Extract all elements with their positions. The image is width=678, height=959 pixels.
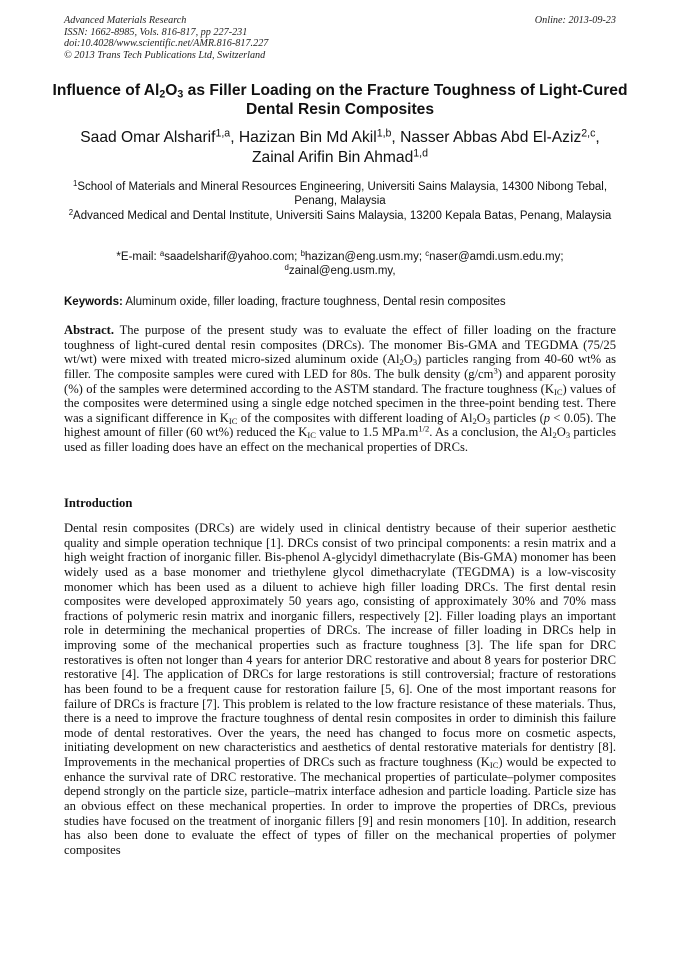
subscript: 2 (472, 415, 477, 426)
abstract (64, 323, 616, 455)
journal-copyright: © 2013 Trans Tech Publications Ltd, Switzerland (64, 49, 266, 61)
title-part: Influence of Al (52, 82, 160, 99)
abstract-text: O (476, 410, 486, 425)
author-affiliation-mark: 1,b (376, 127, 392, 140)
journal-name: Advanced Materials Research (64, 15, 187, 26)
author-affiliation-mark: 1,a (215, 127, 231, 140)
abstract-text: ) and apparent porosity (%) of the samples were determined according to the ASTM standard. The fracture toughness (K (64, 366, 616, 396)
affiliations (60, 180, 620, 223)
journal-header (64, 15, 616, 61)
subscript: IC (307, 430, 316, 441)
subscript: 3 (485, 415, 491, 426)
keywords-label: Keywords: (64, 296, 123, 308)
email-mark: a (159, 249, 165, 259)
email-link[interactable]: hazizan@eng.usm.my; (304, 251, 426, 263)
email-list (60, 250, 620, 279)
affiliation-number: 2 (68, 207, 74, 217)
author-list (40, 128, 640, 168)
subscript: 2 (399, 357, 404, 368)
affiliation-text: Advanced Medical and Dental Institute, Universiti Sains Malaysia, 13200 Kepala Batas, Penang, Malaysia (73, 209, 612, 222)
subscript: IC (228, 415, 238, 426)
email-mark: d (284, 263, 289, 273)
subscript: 3 (565, 430, 571, 441)
abstract-text: The purpose of the present study was to evaluate the effect of filler loading on the fracture toughness of light-cured dental resin composites (DRCs). The monomer Bis-GMA and TEGDMA (75/25 wt/wt) were mixed with treated micro-sized aluminum oxide (Al (64, 323, 616, 367)
abstract-text: particles used as filler loading does have an effect on the mechanical properties of DRCs. (64, 425, 616, 454)
journal-doi: doi:10.4028/www.scientific.net/AMR.816-817.227 (64, 38, 269, 50)
keywords (64, 295, 616, 309)
subscript: 2 (552, 430, 557, 441)
email-mark: b (300, 249, 305, 259)
abstract-text: value to 1.5 MPa.m (315, 425, 419, 440)
introduction-body (64, 521, 616, 857)
subscript: IC (489, 760, 499, 771)
email-mark: c (425, 249, 430, 259)
subscript: IC (553, 386, 563, 397)
introduction-text: Dental resin composites (DRCs) are widely used in clinical dentistry because of their superior aesthetic quality and simple operation technique [1]. DRCs consist of two principal components: a resin matrix and a high weight fraction of inorganic filler. Bis-phenol A-glycidyl dimethacrylate (Bis-GMA) monomer has been widely used as a base monomer and triethylene glycol dimethacrylate (TEGDMA) is a low-viscosity monomer which has been used as a diluent to achieve high filler loading DRCs. The first dental resin composites were developed approximately 50 years ago, consisting of approximately 30% and 70% mass fractions of polymeric resin matrix and inorganic fillers, respectively [2]. Filler loading plays an important role in determining the mechanical properties of DRCs. The increase of filler loading in DRCs help in improving some of the mechanical properties such as fracture toughness [3]. The life span for DRC restoratives is often not longer than 4 years for anterior DRC restorative and about 8 years for posterior DRC restorative [4]. The application of DRCs for large restorations is still controversial; fracture of restorations has been found to be a frequent cause for restoration failure [5, 6]. One of the most important reasons for failure of DRCs is fracture [7]. This problem is related to the low fracture resistance of these materials. Thus, there is a need to improve the fracture toughness of dental resin composites in order to diminish this failure mode of dental restoratives. Over the years, the need has changed to focus more on cosmetic aspects, initiating development on new characteristics and aesthetics of dental restorative materials for dentistry [8]. Improvements in the mechanical properties of DRCs such as fracture toughness (K (64, 521, 616, 769)
abstract-text: < 0.05). The highest amount of filler (60 wt%) reduced the K (64, 410, 616, 440)
author-separator: , (595, 129, 600, 146)
title-subscript: 3 (177, 88, 184, 101)
author-separator: , (391, 129, 401, 146)
author-name: Hazizan Bin Md Akil (238, 129, 377, 146)
affiliation (60, 209, 620, 223)
abstract-text: O (556, 425, 566, 440)
abstract-text: ) values of the composites were determined using a single edge notched specimen in the three-point bending test. There was a significant difference in K (64, 381, 617, 425)
superscript: 1/2 (418, 424, 430, 435)
email-link[interactable]: saadelsharif@yahoo.com; (164, 251, 301, 263)
superscript: 3 (493, 365, 498, 376)
abstract-text: . As a conclusion, the Al (429, 425, 553, 440)
author-name: Saad Omar Alsharif (80, 129, 216, 146)
online-date: Online: 2013-09-23 (534, 15, 616, 26)
affiliation-text: School of Materials and Mineral Resources Engineering, Universiti Sains Malaysia, 14300 Nibong Tebal, Penang, Malaysia (77, 181, 608, 208)
keywords-text: Aluminum oxide, filler loading, fracture toughness, Dental resin composites (122, 296, 506, 308)
affiliation-number: 1 (72, 179, 78, 189)
subscript: 3 (412, 357, 418, 368)
abstract-text: of the composites with different loading of Al (237, 410, 473, 425)
email-prefix: *E-mail: (116, 251, 160, 263)
italic-p: p (543, 410, 551, 425)
author-name: Nasser Abbas Abd El-Aziz (400, 129, 582, 146)
affiliation (60, 180, 620, 209)
section-heading-introduction: Introduction (64, 496, 133, 510)
email-link[interactable]: naser@amdi.usm.edu.my; (429, 251, 564, 263)
abstract-text: ) particles ranging from 40-60 wt% as filler. The composite samples were cured with LED for 80s. The bulk density (g/cm (64, 352, 616, 381)
abstract-label: Abstract. (64, 323, 115, 337)
introduction-text: ) would be expected to enhance the survival rate of DRC restorative. The mechanical properties of particulate–polymer composites depend strongly on the particle size, particle–matrix interface adhesion and particle loading. Particle size has an obvious effect on these mechanical properties. In order to improve the properties of DRCs, previous studies have focused on the treatment of inorganic fillers [9] and resin monomers [10]. In addition, research has also been done to evaluate the effect of types of filler on the mechanical properties of polymer composites (64, 755, 616, 857)
journal-issn: ISSN: 1662-8985, Vols. 816-817, pp 227-231 (64, 26, 248, 38)
author-affiliation-mark: 1,d (413, 147, 428, 160)
email-link[interactable]: zainal@eng.usm.my, (288, 265, 396, 278)
abstract-text: particles ( (490, 410, 544, 425)
paper-title (40, 81, 640, 119)
author-separator: , (230, 129, 239, 146)
title-part: O (165, 82, 178, 99)
title-subscript: 2 (159, 88, 166, 101)
author-name: Zainal Arifin Bin Ahmad (252, 149, 414, 166)
abstract-text: O (403, 352, 413, 367)
title-part: as Filler Loading on the Fracture Toughness of Light-Cured Dental Resin Composites (183, 82, 628, 118)
author-affiliation-mark: 2,c (581, 127, 596, 140)
